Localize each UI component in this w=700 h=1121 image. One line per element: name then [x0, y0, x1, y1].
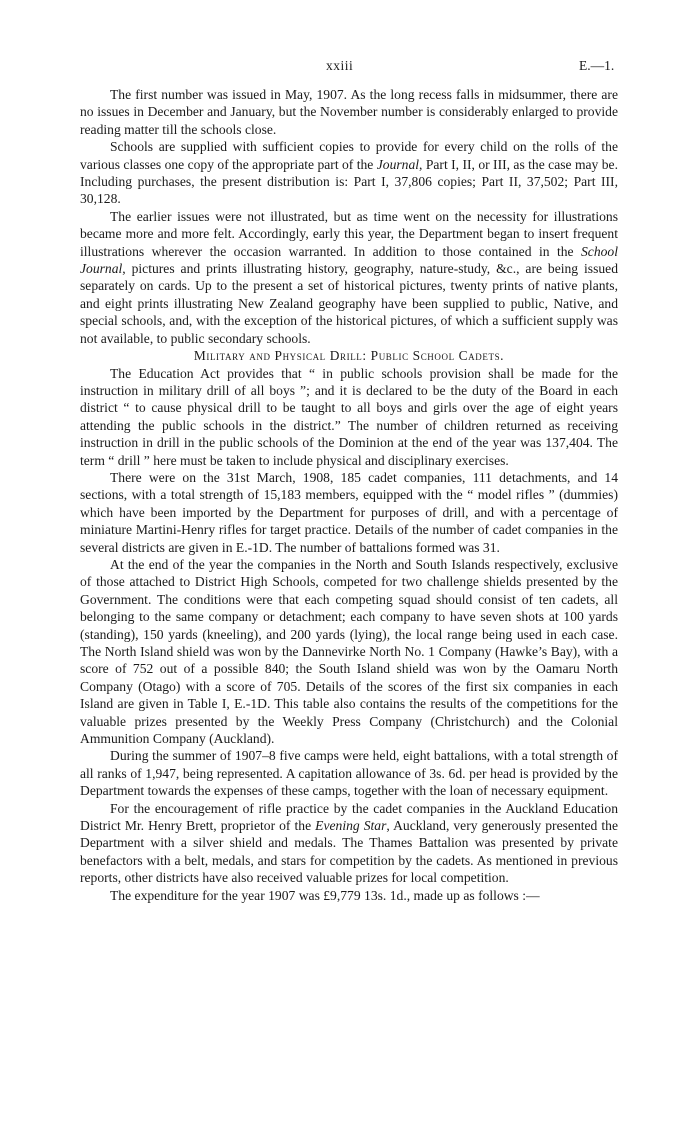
page-header	[0, 58, 700, 78]
paragraph: The expenditure for the year 1907 was £9,779 13s. 1d., made up as follows :—	[110, 887, 540, 903]
paragraph	[80, 208, 618, 347]
paragraph: At the end of the year the companies in the North and South Islands respectively, exclusive of those attached to District High Schools, competed for two challenge shields presented by the Government. The conditions were that each competing squad should consist of ten cadets, all belonging to the same company or detachment; each company to have seven shots at 100 yards (standing), 150 yards (kneeling), and 200 yards (lying), the local range being used in each case. The North Island shield was won by the Dannevirke North No. 1 Company (Hawke’s Bay), with a score of 752 out of a possible 840; the South Island shield was won by the Oamaru North Company (Otago) with a score of 705. Details of the scores of the first six companies in each Island are given in Table I, E.-1D. This table also contains the results of the competitions for the valuable prizes presented by the Weekly Press Company (Christchurch) and the Colonial Ammunition Company (Auckland).	[80, 556, 618, 747]
document-code: E.—1.	[579, 58, 615, 73]
paragraph-text: , Part I, II, or III, as the case may be. Including purchases, the present distribution is: Part I, 37,806 copies; Part II, 37,502; Part III, 30,128.	[80, 156, 618, 207]
page-number: xxiii	[326, 58, 354, 73]
paragraph: The first number was issued in May, 1907. As the long recess falls in midsummer, there are no issues in December and January, but the November number is considerably enlarged to provide reading matter till the schools close.	[80, 87, 618, 137]
paragraph-text: , pictures and prints illustrating history, geography, nature-study, &c., are being issued separately on cards. Up to the present a set of historical pictures, twenty prints of native plants, and eight prints illustrating New Zealand geography have been supplied to public, Native, and special schools, and, with the exception of the historical pictures, of which a sufficient supply was not available, to public secondary schools.	[80, 261, 618, 346]
section-heading: Military and Physical Drill: Public School Cadets.	[193, 348, 505, 364]
paragraph-text: , Auckland, very generously presented the Department with a silver shield and medals. The Thames Battalion was presented by private benefactors with a belt, medals, and stars for competition by the cadets. As mentioned in previous reports, other districts have also received valuable prizes for local competition.	[80, 818, 618, 886]
paragraph	[80, 138, 618, 208]
paragraph-text: Schools are supplied with sufficient copies to provide for every child on the rolls of the various classes one copy of the appropriate part of the	[80, 139, 618, 172]
body-text	[80, 86, 618, 904]
paragraph-text: For the encouragement of rifle practice by the cadet companies in the Auckland Education District Mr. Henry Brett, proprietor of the	[80, 800, 618, 834]
paragraph: The Education Act provides that “ in public schools provision shall be made for the instruction in military drill of all boys ”; and it is declared to be the duty of the Board in each district “ to cause physical drill to be taught to all boys and girls over the age of eight years attending the public schools in the district.” The number of children returned as receiving instruction in drill in the public schools of the Dominion at the end of the year was 137,404. The term “ drill ” here must be taken to include physical and disciplinary exercises.	[80, 365, 618, 468]
italic-title: Evening Star	[315, 818, 387, 834]
italic-title: School Journal	[80, 243, 618, 277]
paragraph	[80, 800, 618, 887]
paragraph: There were on the 31st March, 1908, 185 cadet companies, 111 detachments, and 14 sections, with a total strength of 15,183 members, equipped with the “ model rifles ” (dummies) which have been imported by the Department for purposes of drill, and with a percentage of miniature Martini-Henry rifles for target practice. Details of the number of cadet companies in the several districts are given in E.-1D. The number of battalions formed was 31.	[80, 469, 618, 555]
paragraph-text: The earlier issues were not illustrated, but as time went on the necessity for illustrations became more and more felt. Accordingly, early this year, the Department began to insert frequent illustrations wherever the occasion warranted. In addition to those contained in the	[80, 208, 618, 259]
paragraph: During the summer of 1907–8 five camps were held, eight battalions, with a total strength of all ranks of 1,947, being represented. A capitation allowance of 3s. 6d. per head is provided by the Department towards the expenses of these camps, together with the loan of necessary equipment.	[80, 748, 618, 799]
italic-title: Journal	[376, 156, 420, 172]
